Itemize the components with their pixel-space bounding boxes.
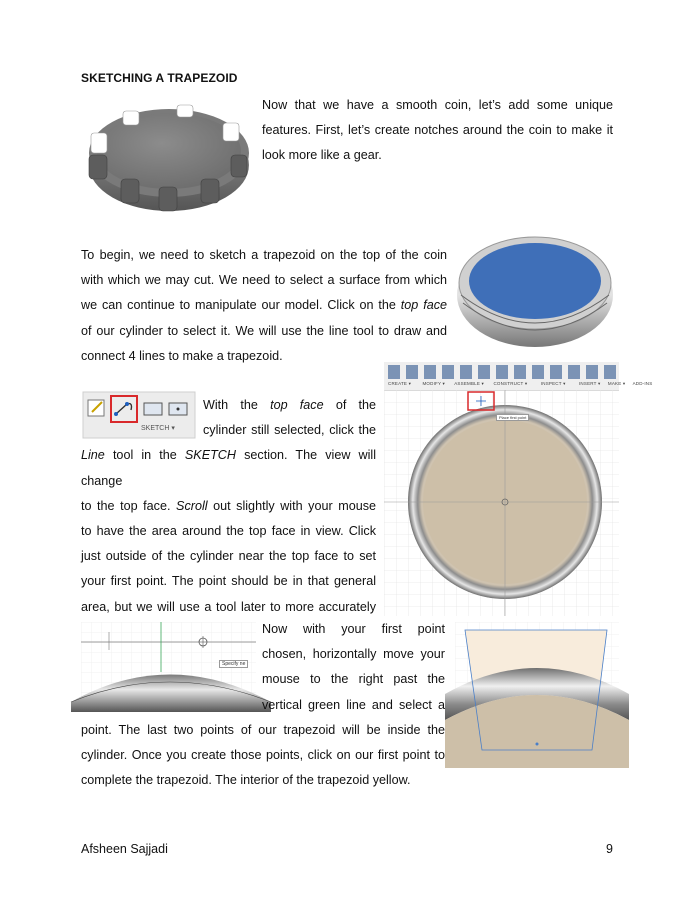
- fusion-top-view-image: [384, 362, 653, 616]
- trapezoid-sketch-image: [455, 622, 619, 768]
- menu-create[interactable]: CREATE ▾: [388, 381, 412, 386]
- instruction-paragraph-2: With the top face of the cylinder still selected, click the Line tool in the SKETCH section. The view will change to the top face. Scroll out slightly with your mouse to have the area around the top face in view. Click just outside of the cylinder near the top face to set your first point. The point should be in that general area, but we will use a tool later to more accurately: [81, 398, 377, 614]
- footer-page-number: 9: [606, 842, 613, 856]
- gear-coin-image: [81, 93, 256, 221]
- specify-tooltip: Specify ne: [219, 660, 248, 668]
- first-point-tooltip: Place first point: [496, 414, 529, 421]
- instruction-paragraph-3: Now with your first point chosen, horizontally move your mouse to the right past the vertical green line and select a point. The last two points of our trapezoid will be inside the cylinder. Once you create those points, click on our first point to complete the trapezoid. The interior of the trapezoid yellow.: [81, 622, 445, 788]
- menu-make[interactable]: MAKE ▾: [607, 381, 626, 386]
- menu-add-ins[interactable]: ADD-INS: [632, 381, 653, 386]
- menu-construct[interactable]: CONSTRUCT ▾: [493, 381, 528, 386]
- menu-inspect[interactable]: INSPECT ▾: [540, 381, 566, 386]
- footer-author: Afsheen Sajjadi: [81, 842, 168, 856]
- instruction-paragraph-1: To begin, we need to sketch a trapezoid on the top of the coin with which we may cut. We need to select a surface from which we can continue to manipulate our model. Click on the top face of our cylinder to select it. We will use the line tool to draw and connect 4 lines to make a trapezoid.: [81, 248, 447, 363]
- intro-paragraph: Now that we have a smooth coin, let’s add some unique features. First, let’s create notches around the coin to make it look more like a gear.: [262, 98, 613, 163]
- menu-assemble[interactable]: ASSEMBLE ▾: [454, 381, 484, 386]
- sketch-menu-label[interactable]: SKETCH ▾: [141, 425, 175, 432]
- section-heading: SKETCHING A TRAPEZOID: [81, 71, 238, 85]
- menu-modify[interactable]: MODIFY ▾: [422, 381, 446, 386]
- menu-insert[interactable]: INSERT ▾: [578, 381, 601, 386]
- fusion-toolbar: [384, 362, 653, 391]
- selected-top-face-image: [455, 233, 615, 353]
